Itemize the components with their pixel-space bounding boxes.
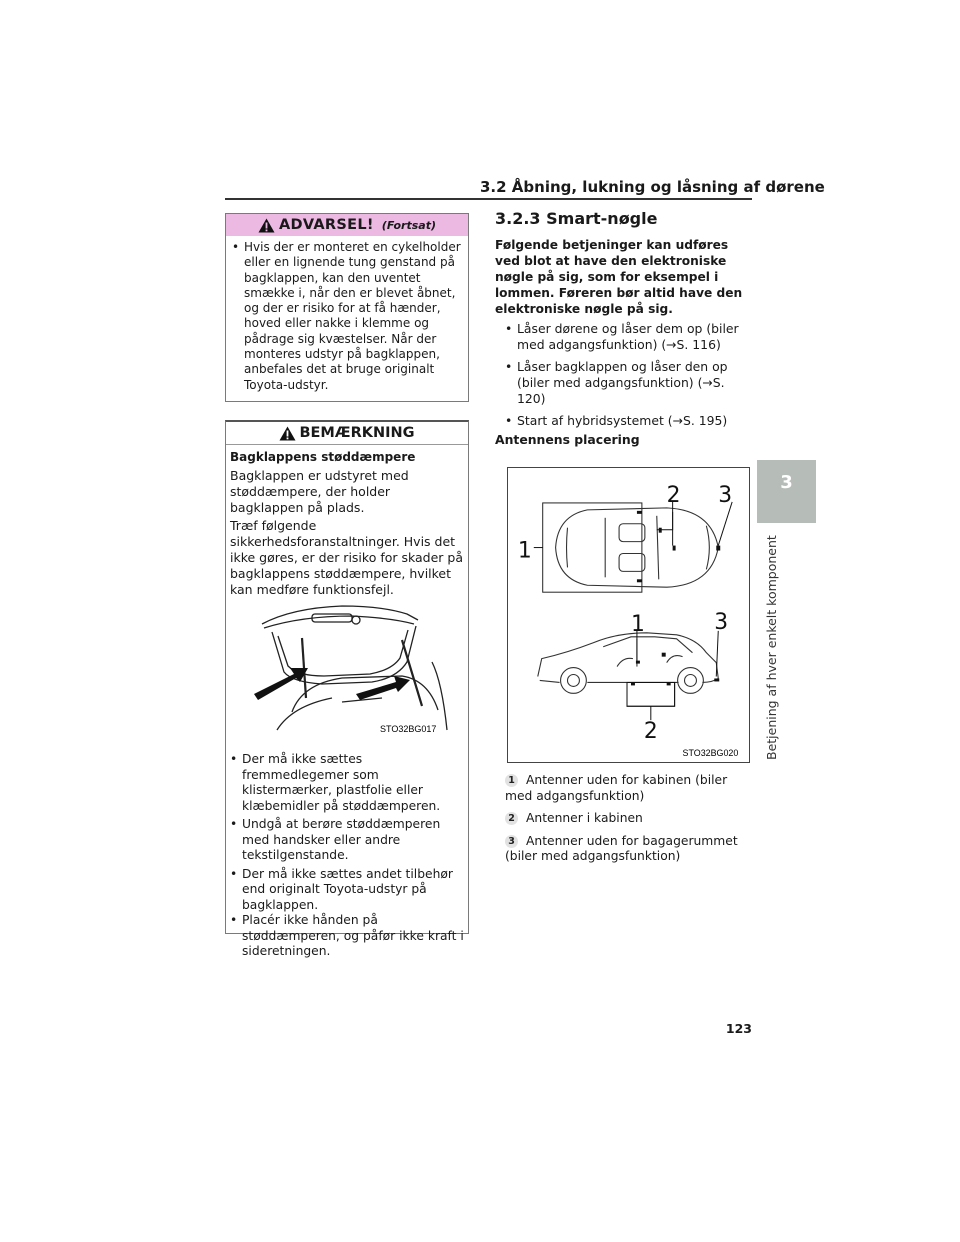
notice-title-text: BEMÆRKNING	[299, 425, 415, 441]
warning-item	[232, 240, 466, 393]
bullet: •	[505, 321, 513, 336]
callout-3-top: 3	[718, 482, 733, 508]
notice-item-text: Der må ikke sættes andet tilbehør end originalt Toyota-udstyr på bagklappen.	[242, 866, 453, 912]
function-item	[505, 359, 751, 407]
callout-2-top: 2	[666, 482, 681, 508]
bullet: •	[505, 413, 513, 428]
notice-title	[226, 422, 468, 444]
function-item	[505, 413, 751, 429]
function-item-text: Låser dørene og låser dem op (biler med adgangsfunktion) (→S. 116)	[517, 321, 739, 352]
number-badge: 2	[505, 812, 518, 825]
legend-item	[505, 773, 751, 804]
header-rule	[225, 198, 752, 200]
notice-item-text: Undgå at berøre støddæmperen med handsker eller andre tekstilgenstande.	[242, 817, 441, 862]
tailgate-illustration	[232, 602, 462, 737]
page-number: 123	[725, 1021, 752, 1036]
bullet: •	[505, 359, 513, 374]
bullet: •	[232, 240, 240, 254]
notice-list	[230, 752, 466, 963]
callout-frame	[543, 503, 642, 592]
function-item-text: Start af hybridsystemet (→S. 195)	[517, 413, 728, 428]
antenna-location-illustration	[507, 467, 750, 763]
legend-text: Antenner uden for bagagerummet (biler med adgangsfunktion)	[505, 833, 738, 863]
warning-title	[226, 214, 468, 236]
antenna-heading: Antennens placering	[495, 432, 640, 447]
bullet: •	[230, 913, 238, 927]
notice-item	[230, 817, 466, 864]
antenna-legend	[505, 773, 751, 872]
notice-item	[230, 752, 466, 814]
figure-code: STO32BG017	[380, 724, 437, 734]
notice-subtitle: Bagklappens støddæmpere	[230, 450, 416, 464]
notice-paragraph: Bagklappen er udstyret med støddæmpere, der holder bagklappen på plads.	[230, 468, 409, 515]
callout-1-top: 1	[517, 538, 532, 564]
bullet: •	[230, 752, 238, 766]
notice-item-text: Der må ikke sættes fremmedlegemer som klistermærker, plastfolie eller klæbemidler på støddæmperen.	[242, 752, 441, 813]
callout-2-side: 2	[643, 718, 658, 744]
section-title: 3.2.3 Smart-nøgle	[495, 209, 658, 228]
legend-item	[505, 811, 751, 827]
function-list	[505, 321, 751, 435]
notice-item-text: Placér ikke hånden på støddæmperen, og påfør ikke kraft i sideretningen.	[242, 913, 464, 958]
section-intro: Følgende betjeninger kan udføres ved blot at have den elektroniske nøgle på sig, som for eksempel i lommen. Føreren bør altid have den elektroniske nøgle på sig.	[495, 238, 743, 316]
notice-divider	[226, 444, 468, 445]
legend-text: Antenner i kabinen	[526, 811, 643, 825]
legend-text: Antenner uden for kabinen (biler med adgangsfunktion)	[505, 773, 728, 803]
figure-code: STO32BG020	[682, 747, 739, 758]
chapter-number: 3	[780, 472, 793, 493]
legend-item	[505, 834, 751, 865]
warning-title-text: ADVARSEL!	[279, 217, 374, 233]
warning-continued: (Fortsat)	[381, 218, 436, 232]
notice-item	[230, 867, 466, 914]
chapter-caption	[760, 530, 784, 760]
number-badge: 1	[505, 774, 518, 787]
notice-paragraph: Træf følgende sikkerhedsforanstaltninger. Hvis det ikke gøres, er der risiko for skader på bagklappens støddæmpere, hvilket kan medføre funktionsfejl.	[230, 518, 464, 597]
warning-item-text: Hvis der er monteret en cykelholder eller en lignende tung genstand på bagklappen, kan den uventet smække i, når den er blevet åbnet, og der er risiko for at få hænder, hoved eller nakke i klemme og pådrage sig kvæstelser. Når der monteres udstyr på bagklappen, anbefales det at bruge originalt Toyota-udstyr.	[244, 240, 461, 392]
callout-1-side: 1	[630, 611, 645, 637]
number-badge: 3	[505, 835, 518, 848]
warning-icon	[258, 218, 275, 233]
callout-3-side: 3	[714, 609, 729, 635]
function-item	[505, 321, 751, 353]
notice-item	[230, 913, 466, 960]
warning-list	[232, 240, 466, 393]
chapter-caption-text: Betjening af hver enkelt komponent	[764, 535, 779, 760]
bullet: •	[230, 817, 238, 831]
bullet: •	[230, 866, 238, 881]
function-item-text: Låser bagklappen og låser den op (biler med adgangsfunktion) (→S. 120)	[517, 359, 728, 406]
notice-icon	[279, 426, 296, 441]
running-header: 3.2 Åbning, lukning og låsning af dørene	[480, 178, 825, 196]
